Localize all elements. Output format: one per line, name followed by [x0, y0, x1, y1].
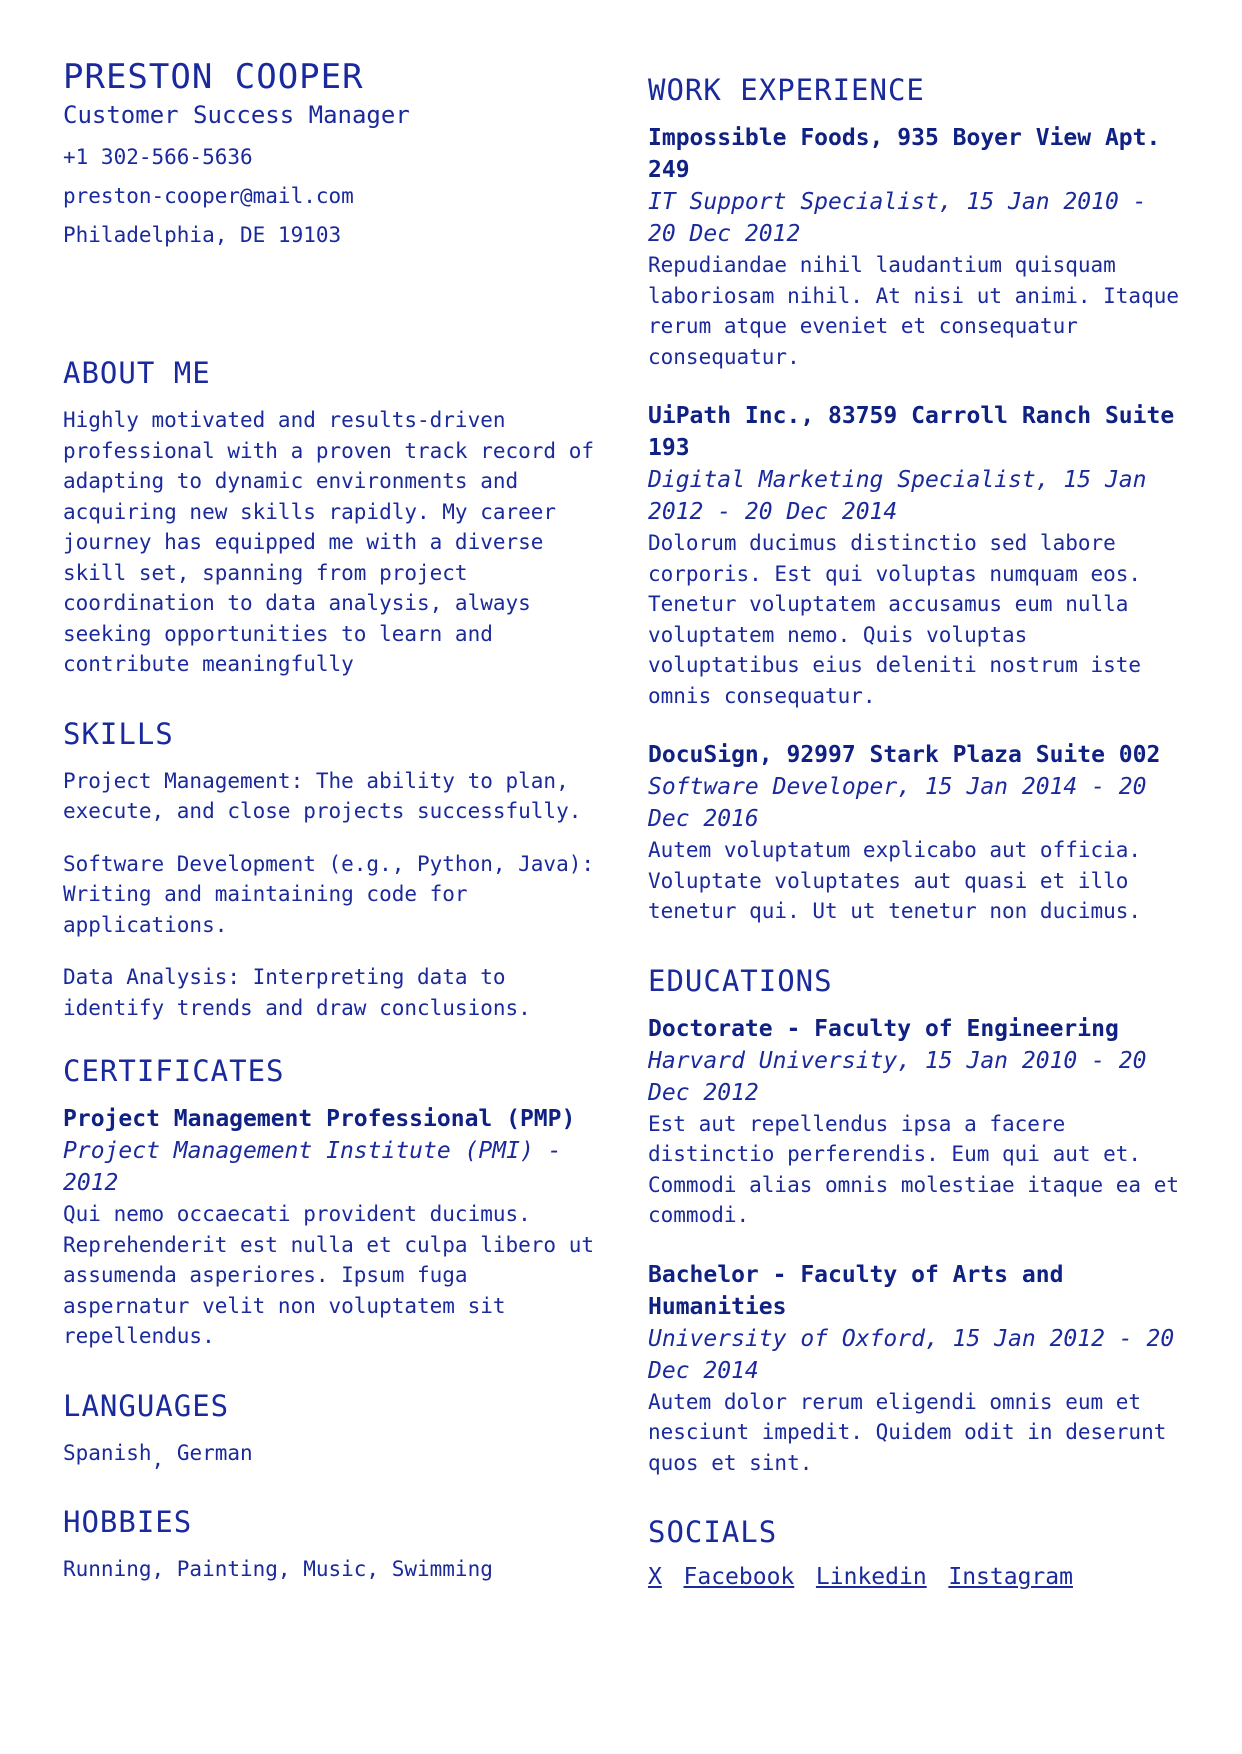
skill-item: Project Management: The ability to plan, execute, and close projects successfully. — [63, 768, 582, 823]
hobbies-text: Running, Painting, Music, Swimming — [63, 1557, 493, 1581]
job-title: Customer Success Manager — [63, 101, 410, 129]
work-description: Repudiandae nihil laudantium quisquam laboriosam nihil. At nisi ut animi. Itaque rerum atque eveniet et consequatur consequatur. — [648, 253, 1180, 369]
social-links — [648, 1564, 1188, 1590]
education-degree: Doctorate - Faculty of Engineering — [648, 1015, 1119, 1042]
skills-heading: SKILLS — [63, 716, 174, 751]
work-role: Digital Marketing Specialist, 15 Jan 2012 - 20 Dec 2014 — [648, 467, 1147, 525]
work-company: DocuSign, 92997 Stark Plaza Suite 002 — [648, 742, 1161, 768]
certificate-description: Qui nemo occaecati provident ducimus. Reprehenderit est nulla et culpa libero ut assumenda asperiores. Ipsum fuga aspernatur velit non voluptatem sit repellendus. — [63, 1202, 595, 1348]
work-section — [648, 72, 1188, 927]
education-entry — [648, 1013, 1188, 1231]
phone-number: +1 302-566-5636 — [63, 145, 253, 169]
work-company: UiPath Inc., 83759 Carroll Ranch Suite 193 — [648, 403, 1175, 461]
education-entry — [648, 1259, 1188, 1479]
socials-section — [648, 1514, 1188, 1590]
languages-section — [63, 1388, 603, 1469]
about-heading: ABOUT ME — [63, 356, 211, 390]
certificates-section — [63, 1053, 603, 1352]
email-address: preston-cooper@mail.com — [63, 184, 354, 208]
social-link-linkedin[interactable]: Linkedin — [815, 1564, 927, 1590]
languages-heading: LANGUAGES — [63, 1388, 230, 1423]
work-company: Impossible Foods, 935 Boyer View Apt. 249 — [648, 125, 1161, 183]
work-entry — [648, 122, 1188, 372]
right-column — [648, 72, 1188, 1590]
skills-section — [63, 716, 603, 1024]
about-section — [63, 355, 603, 680]
certificate-entry — [63, 1103, 603, 1352]
education-section — [648, 963, 1188, 1479]
about-text: Highly motivated and results-driven professional with a proven track record of adapting to dynamic environments and acquiring new skills rapidly. My career journey has equipped me with a diverse skill set, spanning from project coordination to data analysis, always seeking opportunities to learn and contribute meaningfully — [63, 408, 595, 676]
work-description: Autem voluptatum explicabo aut officia. Voluptate voluptates aut quasi et illo tenetur qui. Ut ut tenetur non ducimus. — [648, 838, 1142, 923]
work-role: Software Developer, 15 Jan 2014 - 20 Dec 2016 — [648, 774, 1147, 832]
language-item: Spanish — [63, 1440, 152, 1465]
hobbies-section — [63, 1504, 603, 1585]
hobbies-heading: HOBBIES — [63, 1505, 193, 1539]
education-school: University of Oxford, 15 Jan 2012 - 20 Dec 2014 — [648, 1325, 1175, 1384]
skill-item: Data Analysis: Interpreting data to identify trends and draw conclusions. — [63, 965, 531, 1020]
social-link-x[interactable]: X — [648, 1564, 662, 1590]
socials-heading: SOCIALS — [648, 1515, 778, 1549]
certificates-heading: CERTIFICATES — [63, 1054, 285, 1088]
social-link-instagram[interactable]: Instagram — [948, 1564, 1073, 1590]
language-separator: , — [151, 1446, 165, 1471]
work-entry — [648, 739, 1188, 927]
work-entry — [648, 400, 1188, 711]
certificate-issuer: Project Management Institute (PMI) - 2012 — [63, 1138, 562, 1196]
candidate-name: PRESTON COOPER — [63, 57, 364, 97]
work-role: IT Support Specialist, 15 Jan 2010 - 20 Dec 2012 — [648, 189, 1147, 247]
location: Philadelphia, DE 19103 — [63, 223, 342, 247]
education-heading: EDUCATIONS — [648, 963, 833, 998]
language-item: German — [176, 1440, 253, 1465]
work-heading: WORK EXPERIENCE — [648, 73, 925, 107]
education-degree: Bachelor - Faculty of Arts and Humanities — [648, 1261, 1064, 1320]
education-description: Autem dolor rerum eligendi omnis eum et nesciunt impedit. Quidem odit in deserunt quos et sint. — [648, 1389, 1167, 1475]
work-description: Dolorum ducimus distinctio sed labore corporis. Est qui voluptas numquam eos. Tenetur voluptatem accusamus eum nulla voluptatem nemo. Quis voluptas voluptatibus eius deleniti nostrum iste omnis consequatur. — [648, 531, 1142, 708]
education-school: Harvard University, 15 Jan 2010 - 20 Dec 2012 — [648, 1047, 1147, 1106]
certificate-title: Project Management Professional (PMP) — [63, 1106, 576, 1132]
social-link-facebook[interactable]: Facebook — [683, 1564, 795, 1590]
skill-item: Software Development (e.g., Python, Java): Writing and maintaining code for applications. — [63, 851, 595, 937]
left-column — [63, 56, 603, 1585]
education-description: Est aut repellendus ipsa a facere distinctio perferendis. Eum qui aut et. Commodi alias omnis molestiae itaque ea et commodi. — [648, 1111, 1180, 1227]
languages-list — [63, 1438, 603, 1469]
